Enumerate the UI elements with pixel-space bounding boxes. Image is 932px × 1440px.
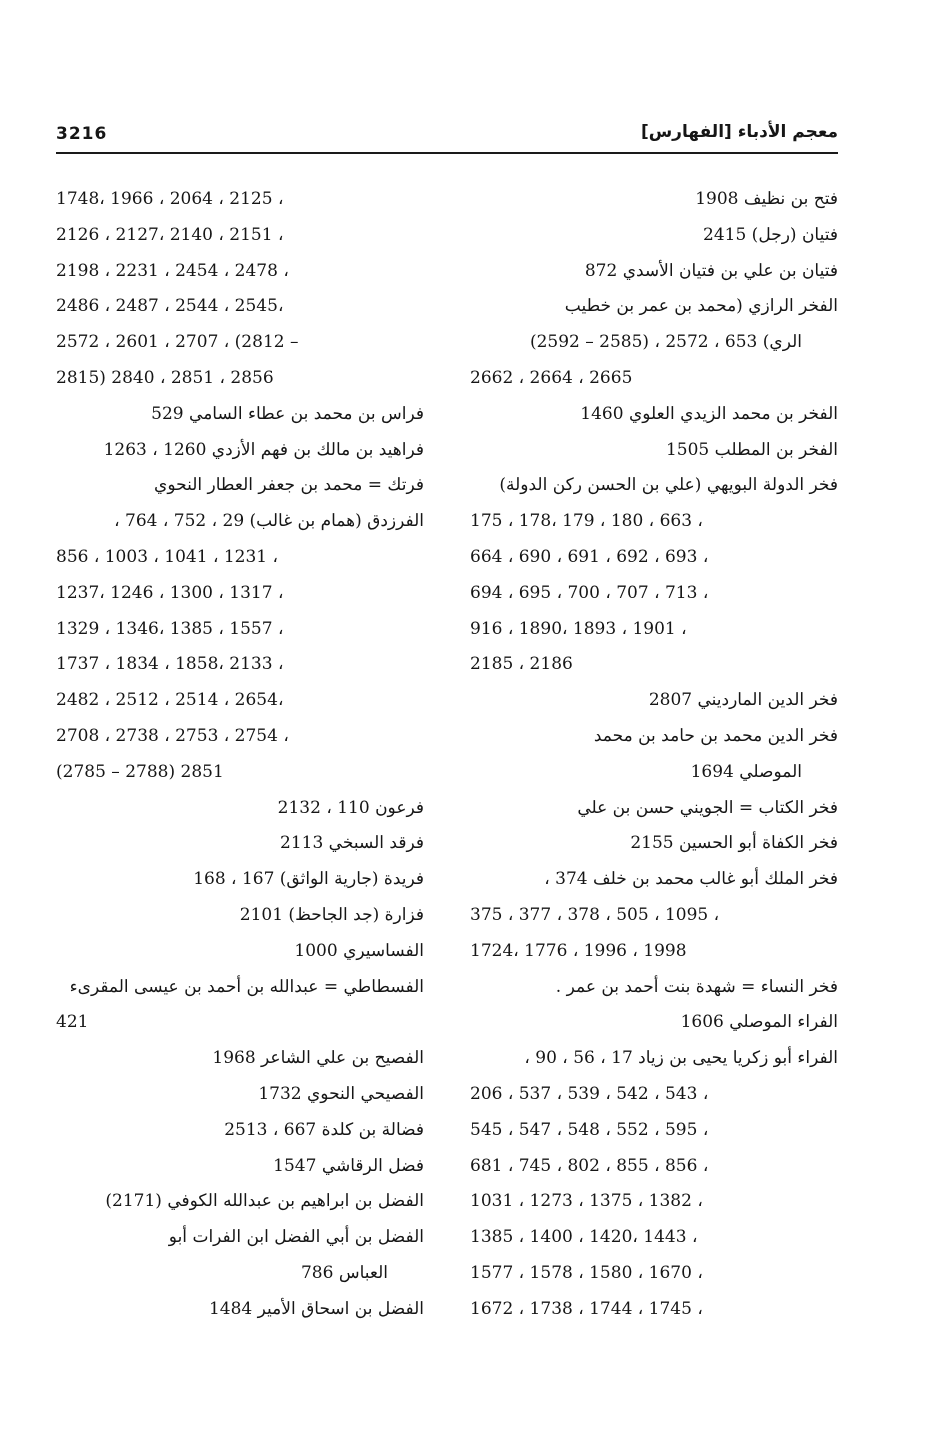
index-entry-continuation: الري) 653 ، 2572 ، (2585 – 2592) [529,332,802,353]
index-entry-continuation: (2785 – 2788) 2851 [56,761,224,782]
index-entry: فضالة بن كلدة 667 ، 2513 [224,1119,424,1140]
index-entry: الفراء أبو زكريا يحيى بن زياد 17 ، 56 ، 90 ، [524,1048,838,1069]
index-entry: الفضل بن أبي الفضل ابن الفرات أبو [168,1227,424,1248]
index-entry: الفضل بن ابراهيم بن عبدالله الكوفي (2171) [105,1191,424,1212]
index-entry: فخر الدولة البويهي (علي بن الحسن ركن الدولة) [499,475,838,496]
index-entry: فتح بن نظيف 1908 [695,189,838,209]
index-entry-continuation: 545 ، 547 ، 548 ، 552 ، 595 ، [470,1119,709,1140]
index-entry-continuation: 2572 ، 2601 ، 2707 ، (2812 – [56,332,299,353]
index-entry-continuation: 206 ، 537 ، 539 ، 542 ، 543 ، [470,1083,709,1104]
index-entry: الفرزدق (همام بن غالب) 29 ، 752 ، 764 ، [114,511,424,532]
index-entry-continuation: 1385 ، 1400 ، 1420، 1443 ، [470,1227,698,1248]
index-entry-continuation: 1237، 1246 ، 1300 ، 1317 ، [56,582,284,603]
index-entry-continuation: 1724، 1776 ، 1996 ، 1998 [470,940,687,961]
index-entry-continuation: 2708 ، 2738 ، 2753 ، 2754 ، [56,725,289,746]
index-entry-continuation: العباس 786 [300,1262,388,1283]
index-entry-continuation: 2126 ، 2127، 2140 ، 2151 ، [56,224,284,245]
page-number: 3216 [56,124,108,144]
index-entry-continuation: الموصلي 1694 [690,761,802,782]
index-entry: الفضل بن اسحاق الأمير 1484 [208,1298,424,1319]
index-entry: فخر الدين الماردیني 2807 [648,690,838,711]
index-entry-continuation: 2662 ، 2664 ، 2665 [470,367,633,388]
index-entry-continuation: 1672 ، 1738 ، 1744 ، 1745 ، [470,1298,703,1319]
index-entry: فخر الكفاة أبو الحسين 2155 [630,833,838,854]
index-entry-continuation: 681 ، 745 ، 802 ، 855 ، 856 ، [470,1155,709,1176]
index-entry: الفخر بن محمد الزيدي العلوي 1460 [580,403,838,424]
index-entry-continuation: 1577 ، 1578 ، 1580 ، 1670 ، [470,1262,703,1283]
index-entry-continuation: 664 ، 690 ، 691 ، 692 ، 693 ، [470,546,709,567]
index-entry-continuation: 2482 ، 2512 ، 2514 ، 2654، [56,690,284,711]
index-entry-continuation: 1031 ، 1273 ، 1375 ، 1382 ، [470,1191,703,1212]
index-entry-continuation: 694 ، 695 ، 700 ، 707 ، 713 ، [470,582,709,603]
header-rule [56,152,838,154]
index-entry: فزارة (جد الجاحظ) 2101 [239,904,424,925]
index-entry-continuation: 2815) 2840 ، 2851 ، 2856 [56,367,274,388]
index-entry-continuation: 1748، 1966 ، 2064 ، 2125 ، [56,189,284,209]
running-title: معجم الأدباء [الفهارس] [640,122,838,142]
index-entry: فخر الدين محمد بن حامد بن محمد [593,725,838,746]
index-entry: الفخر بن المطلب 1505 [665,439,838,460]
index-entry: فتيان (رجل) 2415 [703,224,838,245]
index-entry-continuation: 1737 ، 1834 ، 1858، 2133 ، [56,654,284,675]
index-entry: فتيان بن علي بن فتيان الأسدي 872 [584,260,838,281]
index-entry: فرتك = محمد بن جعفر العطار النحوي [154,475,424,496]
index-entry: الفخر الرازي (محمد بن عمر بن خطيب [564,296,838,317]
index-entry-continuation: 375 ، 377 ، 378 ، 505 ، 1095 ، [470,904,720,925]
index-entry-continuation: 1329 ، 1346، 1385 ، 1557 ، [56,618,284,639]
index-entry-continuation: 2198 ، 2231 ، 2454 ، 2478 ، [56,260,289,281]
index-entry: الفصيحي النحوي 1732 [258,1083,424,1104]
index-column-right [470,182,838,1328]
index-entry: الفسطاطي = عبدالله بن أحمد بن عيسى المقرىء [69,976,424,997]
index-entry: الفساسيري 1000 [294,940,424,961]
index-entry: الفراء الموصلي 1606 [680,1012,838,1033]
index-entry-continuation: 421 [56,1012,89,1033]
index-entry: فرقد السبخي 2113 [280,833,424,854]
index-entry: فرعون 110 ، 2132 [277,797,424,818]
index-entry: فراس بن محمد بن عطاء السامي 529 [151,403,424,424]
index-entry: الفصيح بن علي الشاعر 1968 [212,1048,424,1069]
index-entry: فخر الملك أبو غالب محمد بن خلف 374 ، [544,869,838,890]
index-entry-continuation: 916 ، 1890، 1893 ، 1901 ، [470,618,687,639]
page-header [56,118,838,154]
index-entry: فراهيد بن مالك بن فهم الأزدي 1260 ، 1263 [103,439,424,460]
index-entry-continuation: 175 ، 178، 179 ، 180 ، 663 ، [470,511,703,532]
index-column-left [56,182,424,1328]
index-entry: فضل الرقاشي 1547 [273,1155,424,1176]
index-entry: فريدة (جارية الواثق) 167 ، 168 [193,869,424,890]
index-entry: فخر الكتاب = الجويني حسن بن علي [577,797,838,818]
index-entry-continuation: 856 ، 1003 ، 1041 ، 1231 ، [56,546,279,567]
index-entry-continuation: 2486 ، 2487 ، 2544 ، 2545، [56,296,284,317]
index-entry-continuation: 2185 ، 2186 [470,654,573,675]
index-entry: فخر النساء = شهدة بنت أحمد بن عمر . [555,976,838,997]
